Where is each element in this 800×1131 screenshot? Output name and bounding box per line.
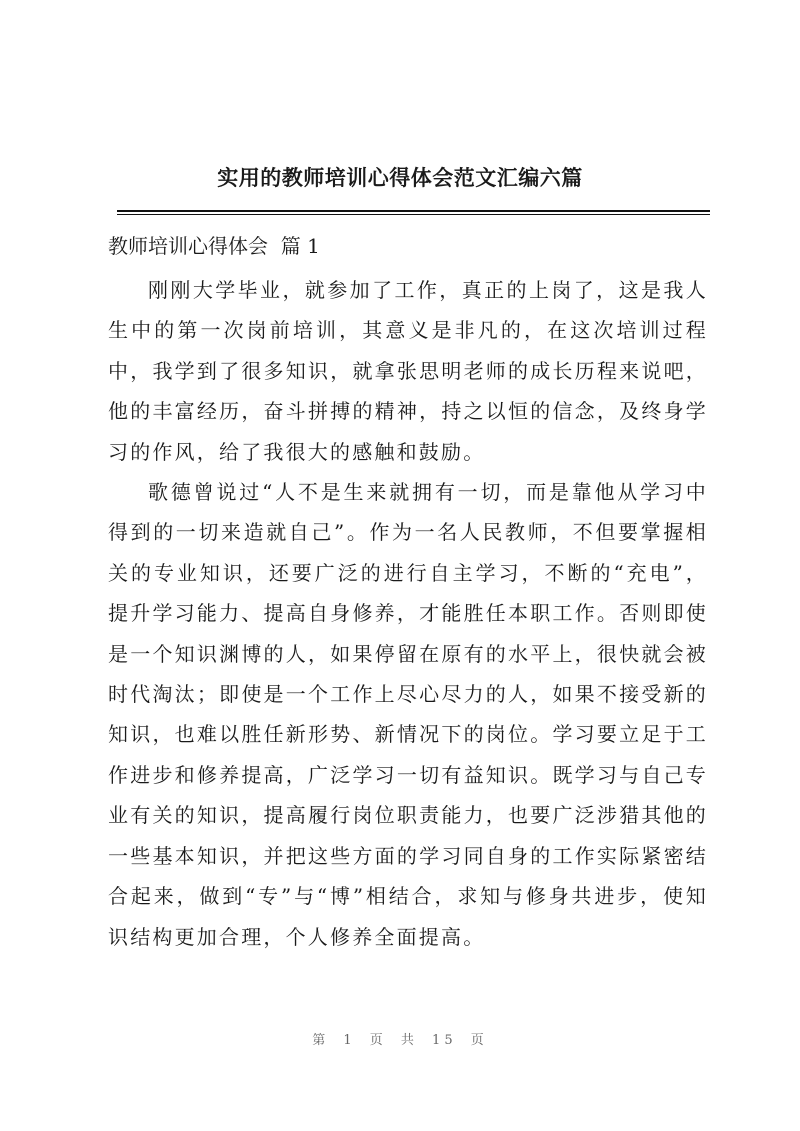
page-number-footer: 第 1 页 共 15 页	[312, 1033, 488, 1048]
document-title: 实用的教师培训心得体会范文汇编六篇	[217, 165, 583, 190]
document-body	[108, 270, 708, 957]
body-paragraph: 歌德曾说过“人不是生来就拥有一切，而是靠他从学习中得到的一切来造就自己”。作为一名人民教师，不但要掌握相关的专业知识，还要广泛的进行自主学习，不断的“充电”，提升学习能力、提高自身修养，才能胜任本职工作。否则即使是一个知识渊博的人，如果停留在原有的水平上，很快就会被时代淘汰；即使是一个工作上尽心尽力的人，如果不接受新的知识，也难以胜任新形势、新情况下的岗位。学习要立足于工作进步和修养提高，广泛学习一切有益知识。既学习与自己专业有关的知识，提高履行岗位职责能力，也要广泛涉猎其他的一些基本知识，并把这些方面的学习同自身的工作实际紧密结合起来，做到“专”与“博”相结合，求知与修身共进步，使知识结构更加合理，个人修养全面提高。	[108, 480, 708, 949]
section-heading: 教师培训心得体会 篇 1	[108, 234, 320, 258]
title-divider	[117, 210, 710, 215]
body-paragraph: 刚刚大学毕业，就参加了工作，真正的上岗了，这是我人生中的第一次岗前培训，其意义是非凡的，在这次培训过程中，我学到了很多知识，就拿张思明老师的成长历程来说吧，他的丰富经历，奋斗拼搏的精神，持之以恒的信念，及终身学习的作风，给了我很大的感触和鼓励。	[108, 278, 708, 464]
